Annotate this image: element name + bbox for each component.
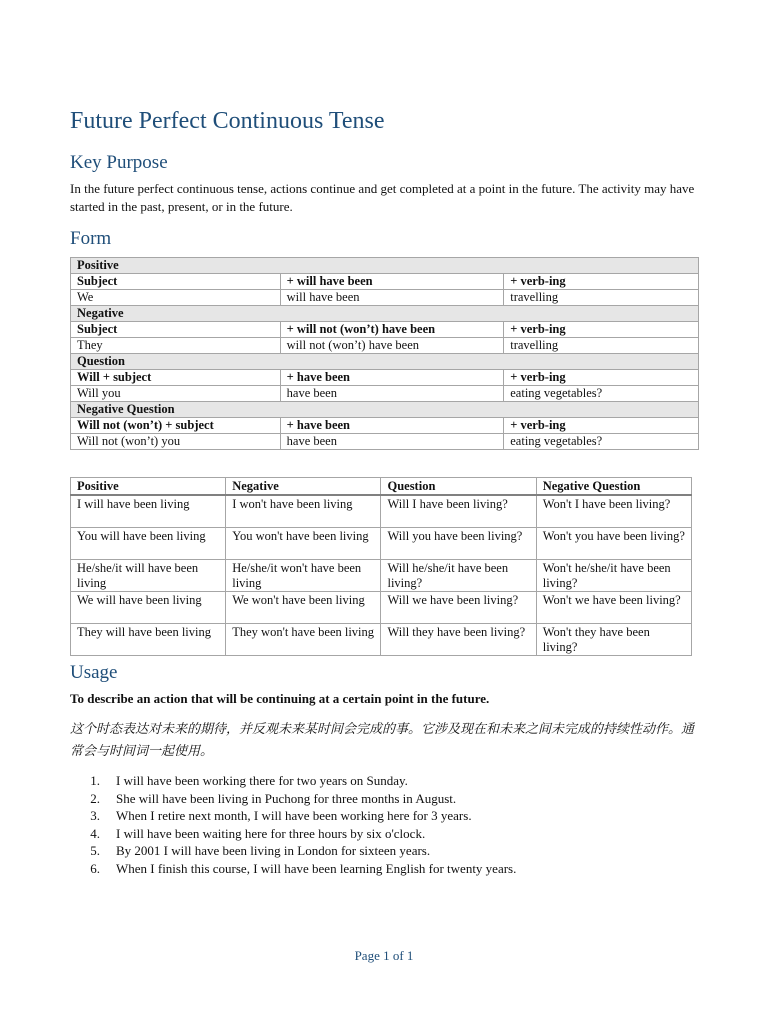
list-item-text: By 2001 I will have been living in London for sixteen years. <box>116 843 431 858</box>
conjugation-cell: Won't they have been living? <box>536 624 691 656</box>
form-pattern-cell: Will + subject <box>71 370 281 386</box>
form-pattern-cell: + verb-ing <box>504 274 699 290</box>
conjugation-cell: You will have been living <box>71 528 226 560</box>
conjugation-table <box>70 477 692 656</box>
list-item <box>70 860 516 878</box>
list-item-number: 2. <box>90 790 100 806</box>
conjugation-cell: He/she/it won't have been living <box>226 560 381 592</box>
form-pattern-cell: + verb-ing <box>504 418 699 434</box>
form-pattern-cell: Will not (won’t) + subject <box>71 418 281 434</box>
form-example-cell: have been <box>280 434 504 450</box>
key-purpose-heading: Key Purpose <box>70 152 168 173</box>
table-row <box>71 528 692 560</box>
conjugation-cell: Won't he/she/it have been living? <box>536 560 691 592</box>
list-item-text: When I finish this course, I will have been learning English for twenty years. <box>116 860 517 876</box>
conjugation-cell: Will I have been living? <box>381 495 536 528</box>
conjugation-cell: We will have been living <box>71 592 226 624</box>
list-item <box>70 790 516 808</box>
form-pattern-cell: Subject <box>71 274 281 290</box>
conjugation-cell: I won't have been living <box>226 495 381 528</box>
list-item-number: 6. <box>90 860 100 876</box>
conjugation-cell: Will you have been living? <box>381 528 536 560</box>
list-item-text: I will have been working there for two years on Sunday. <box>116 773 408 788</box>
list-item-text: I will have been waiting here for three hours by six o'clock. <box>116 825 426 841</box>
form-section-label: Positive <box>71 258 699 274</box>
page-footer: Page 1 of 1 <box>354 948 414 963</box>
form-heading: Form <box>70 228 112 249</box>
form-example-cell: They <box>71 338 281 354</box>
conjugation-cell: Won't you have been living? <box>536 528 691 560</box>
form-pattern-row <box>71 370 699 386</box>
form-example-cell: have been <box>280 386 504 402</box>
form-pattern-cell: + have been <box>280 418 504 434</box>
conjugation-cell: They will have been living <box>71 624 226 656</box>
form-section-row <box>71 306 699 322</box>
form-section-label: Negative <box>71 306 699 322</box>
table-row <box>71 495 692 528</box>
table-row <box>71 560 692 592</box>
form-pattern-row <box>71 418 699 434</box>
form-example-cell: Will you <box>71 386 281 402</box>
conjugation-cell: Will we have been living? <box>381 592 536 624</box>
form-pattern-row <box>71 274 699 290</box>
conjugation-header-row <box>71 478 692 496</box>
form-pattern-row <box>71 322 699 338</box>
list-item <box>70 772 516 790</box>
conjugation-header-cell: Negative <box>226 478 381 496</box>
conjugation-header-cell: Negative Question <box>536 478 691 496</box>
form-example-row <box>71 434 699 450</box>
form-example-row <box>71 386 699 402</box>
form-section-label: Question <box>71 354 699 370</box>
form-example-cell: eating vegetables? <box>504 386 699 402</box>
form-example-cell: Will not (won’t) you <box>71 434 281 450</box>
list-item-text: When I retire next month, I will have been working here for 3 years. <box>116 808 472 823</box>
conjugation-cell: Will he/she/it have been living? <box>381 560 536 592</box>
page-title: Future Perfect Continuous Tense <box>70 108 385 134</box>
form-pattern-cell: + will not (won’t) have been <box>280 322 504 338</box>
examples-list <box>70 772 516 877</box>
form-pattern-cell: + verb-ing <box>504 370 699 386</box>
usage-heading: Usage <box>70 662 118 683</box>
form-example-cell: travelling <box>504 290 699 306</box>
form-example-cell: will have been <box>280 290 504 306</box>
form-example-row <box>71 338 699 354</box>
form-example-cell: travelling <box>504 338 699 354</box>
list-item <box>70 825 516 843</box>
list-item <box>70 807 516 825</box>
form-section-row <box>71 402 699 418</box>
key-purpose-text: In the future perfect continuous tense, actions continue and get completed at a point in the future. The activity may have started in the past, present, or in the future. <box>70 181 695 214</box>
usage-bold-text: To describe an action that will be continuing at a certain point in the future. <box>70 691 490 706</box>
form-section-row <box>71 354 699 370</box>
conjugation-cell: We won't have been living <box>226 592 381 624</box>
conjugation-cell: Won't we have been living? <box>536 592 691 624</box>
form-table <box>70 257 699 450</box>
form-example-cell: eating vegetables? <box>504 434 699 450</box>
form-pattern-cell: + will have been <box>280 274 504 290</box>
usage-chinese-text: 这个时态表达对未来的期待，并反观未来某时间会完成的事。它涉及现在和未来之间未完成的持续性动作。通常会与时间词一起使用。 <box>70 722 695 759</box>
form-example-cell: We <box>71 290 281 306</box>
table-row <box>71 592 692 624</box>
conjugation-cell: They won't have been living <box>226 624 381 656</box>
conjugation-cell: Won't I have been living? <box>536 495 691 528</box>
form-pattern-cell: + verb-ing <box>504 322 699 338</box>
conjugation-cell: You won't have been living <box>226 528 381 560</box>
list-item <box>70 842 516 860</box>
list-item-number: 4. <box>90 825 100 841</box>
list-item-number: 1. <box>90 773 100 788</box>
table-row <box>71 624 692 656</box>
form-section-row <box>71 258 699 274</box>
conjugation-header-cell: Question <box>381 478 536 496</box>
conjugation-cell: Will they have been living? <box>381 624 536 656</box>
conjugation-cell: He/she/it will have been living <box>71 560 226 592</box>
conjugation-cell: I will have been living <box>71 495 226 528</box>
form-pattern-cell: Subject <box>71 322 281 338</box>
conjugation-header-cell: Positive <box>71 478 226 496</box>
list-item-text: She will have been living in Puchong for three months in August. <box>116 790 457 806</box>
list-item-number: 5. <box>90 843 100 858</box>
form-example-row <box>71 290 699 306</box>
form-section-label: Negative Question <box>71 402 699 418</box>
form-pattern-cell: + have been <box>280 370 504 386</box>
form-example-cell: will not (won’t) have been <box>280 338 504 354</box>
list-item-number: 3. <box>90 808 100 823</box>
